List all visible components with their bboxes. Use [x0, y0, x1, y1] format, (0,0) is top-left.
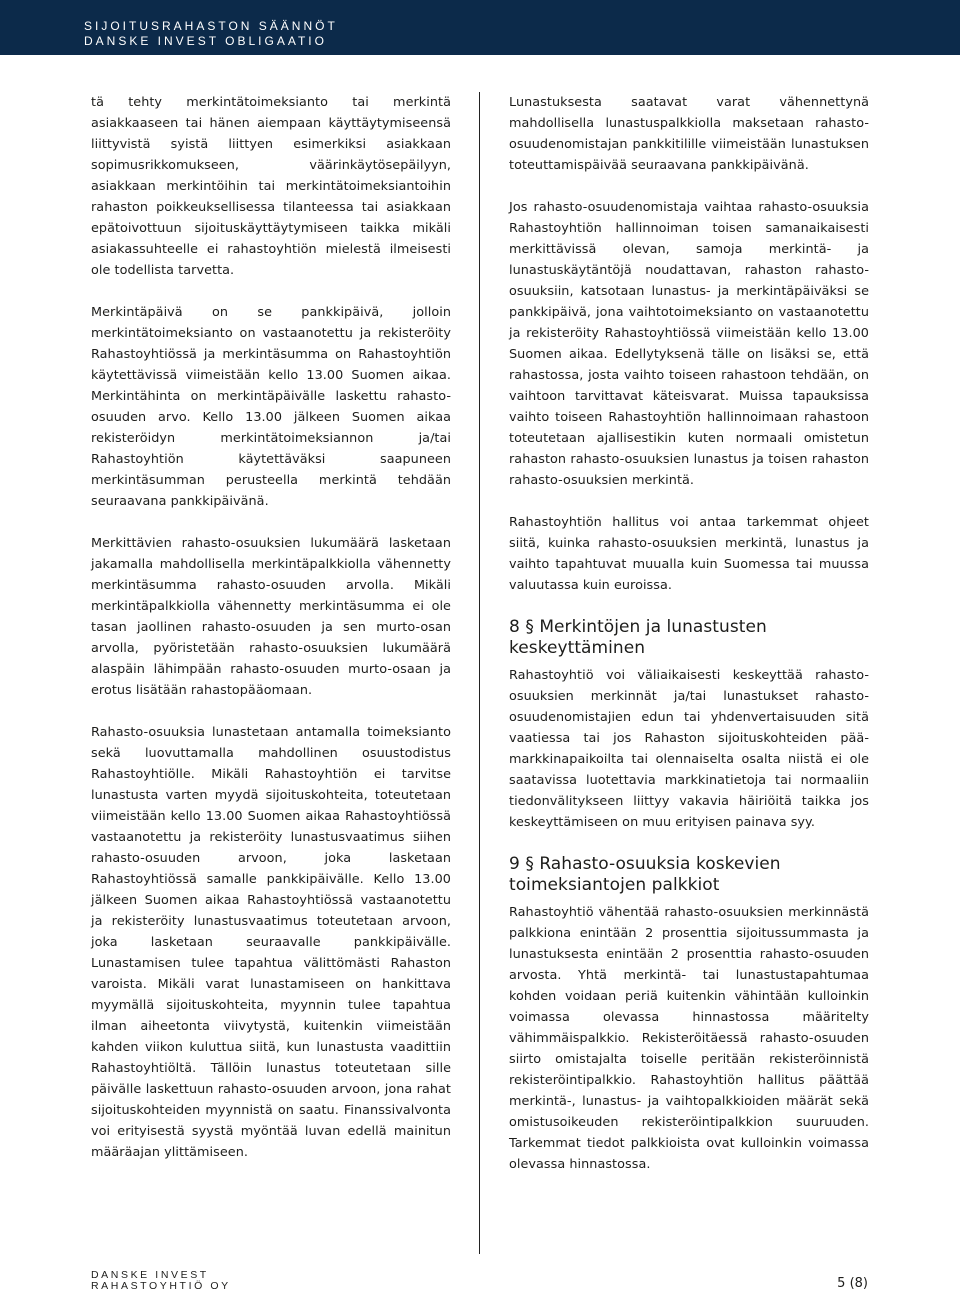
footer-company-line1: DANSKE INVEST: [91, 1269, 209, 1281]
document-title: SIJOITUSRAHASTON SÄÄNNÖT: [84, 19, 338, 33]
paragraph: Jos rahasto-osuudenomistaja vaihtaa rahasto-osuuksia Rahastoyhtiön hallinnoiman toisen samanaikaisesti merkittävissä olevan, samoja merkintä- ja lunastuskäytäntöjä noudattavan, rahaston rahasto-osuuksiin, katsotaan lunastus- ja merkintäpäiväksi se pankkipäivä, jona vaihtotoimeksianto on vastaanotettu ja rekisteröity Rahastoyhtiössä viimeistään kello 13.00 Suomen aikaa. Edellytyksenä tälle on lisäksi se, että rahastossa, josta vaihto toiseen rahastoon tehdään, on vaihtoon tarvittavat käteisvarat. Muissa tapauksissa vaihto toiseen Rahastoyhtiön hallinnoimaan rahastoon toteutetaan ajallisestikin kuten normaali omistetun rahaston rahasto-osuuksien lunastus ja toisen rahaston rahasto-osuuksien merkintä.: [509, 200, 869, 488]
paragraph: Rahastoyhtiön hallitus voi antaa tarkemmat ohjeet siitä, kuinka rahasto-osuuksien merkintä, lunastus ja vaihto tapahtuvat muualla kuin Suomessa tai muussa valuutassa kuin euroissa.: [509, 515, 869, 593]
section-9-heading: 9 § Rahasto-osuuksia koskevien toimeksiantojen palkkiot: [509, 854, 781, 895]
document-header: [0, 0, 960, 55]
footer-company: [91, 1270, 231, 1292]
paragraph: Rahasto-osuuksia lunastetaan antamalla toimeksianto sekä luovuttamalla mahdollinen osuustodistus Rahastoyhtiölle. Mikäli Rahastoyhtiön ei tarvitse lunastusta varten myydä sijoituskohteita, toteutetaan viimeistään kello 13.00 Suomen aikaa Rahastoyhtiössä vastaanotettu ja rekisteröity lunastusvaatimus siihen rahasto-osuuden arvoon, joka lasketaan Rahastoyhtiössä samalle pankkipäivälle. Kello 13.00 jälkeen Suomen aikaa Rahastoyhtiössä vastaanotettu ja rekisteröity lunastusvaatimus toteutetaan arvoon, joka lasketaan seuraavalle pankkipäivälle. Lunastamisen tulee tapahtua välittömästi Rahaston varoista. Mikäli varat lunastamiseen on hankittava myymällä sijoituskohteita, myynnin tulee tapahtua ilman aiheetonta viivytystä, kuitenkin viimeistään kahden viikon kuluttua siitä, kun lunastusta vaadittiin Rahastoyhtiöltä. Tällöin lunastus toteutetaan sille päivälle laskettuun rahasto-osuuden arvoon, jona rahat sijoituskohteiden myynnistä on saatu. Finanssivalvonta voi erityisestä syystä myöntää luvan edellä mainitun määräajan ylittämiseen.: [91, 725, 451, 1160]
paragraph: Merkittävien rahasto-osuuksien lukumäärä lasketaan jakamalla mahdollisella merkintäpalkkiolla vähennetty merkintäsumma rahasto-osuuden arvolla. Mikäli merkintäpalkkiolla vähennetty merkintäsumma ei ole tasan jaollinen rahasto-osuuden ja sen murto-osan arvolla, pyöristetään rahasto-osuuksien lukumäärä alaspäin lähimpään rahasto-osuuden murto-osaan ja erotus lisätään rahastopääomaan.: [91, 536, 451, 698]
paragraph: tä tehty merkintätoimeksianto tai merkintä asiakkaaseen tai hänen aiempaan käyttäytymiseensä liittyvistä syistä liittyen esimerkiksi asiakkaan sopimusrikkomukseen, väärinkäytösepäilyyn, asiakkaan merkintöihin tai merkintätoimeksiantoihin rahaston poikkeuksellisessa tilanteessa tai asiakkaan epätoivottuun sijoituskäyttäytymiseen taikka mikäli asiakassuhteelle ei rahastoyhtiön mielestä ilmeisesti ole todellista tarvetta.: [91, 95, 451, 278]
paragraph: Merkintäpäivä on se pankkipäivä, jolloin merkintätoimeksianto on vastaanotettu ja rekisteröity Rahastoyhtiössä ja merkintäsumma on Rahastoyhtiön käytettävissä viimeistään kello 13.00 Suomen aikaa. Merkintähinta on merkintäpäivälle laskettu rahasto-osuuden arvo. Kello 13.00 jälkeen Suomen aikaa rekisteröidyn merkintätoimeksiannon ja/tai Rahastoyhtiön käytettäväksi saapuneen merkintäsumman perusteella merkintä tehdään seuraavana pankkipäivänä.: [91, 305, 451, 509]
fund-name: DANSKE INVEST OBLIGAATIO: [84, 34, 327, 48]
section-8-text: Rahastoyhtiö voi väliaikaisesti keskeyttää rahasto-osuuksien merkinnät ja/tai lunastukset rahasto-osuudenomistajien edun tai yhdenvertaisuuden sitä vaatiessa tai jos Rahaston sijoituskohteiden pää-markkinapaikoilta tai olennaiselta osalta niistä ei ole saatavissa luotettavia markkinatietoja tai normaaliin tiedonvälitykseen liittyy vakavia häiriöitä taikka jos keskeyttämiseen on muu erityisen painava syy.: [509, 668, 869, 830]
footer-company-line2: RAHASTOYHTIÖ OY: [91, 1280, 231, 1292]
left-column: [91, 92, 451, 1184]
page-number: 5 (8): [837, 1276, 868, 1291]
paragraph: Lunastuksesta saatavat varat vähennettynä mahdollisella lunastuspalkkiolla maksetaan rahasto-osuudenomistajan pankkitilille viimeistään lunastuksen toteuttamispäivää seuraavana pankkipäivänä.: [509, 95, 869, 173]
column-divider: [479, 92, 480, 1254]
section-9-text: Rahastoyhtiö vähentää rahasto-osuuksien merkinnästä palkkiona enintään 2 prosenttia sijoitussummasta ja lunastuksesta enintään 2 prosenttia rahasto-osuuden arvosta. Yhtä merkintä- tai lunastustapahtumaa kohden voidaan periä kuitenkin vähintään kulloinkin voimassa olevassa hinnastossa määritelty vähimmäispalkkio. Rekisteröitäessä rahasto-osuuden siirto omistajalta toiselle peritään rekisteröinnistä rekisteröintipalkkio. Rahastoyhtiön hallitus päättää merkintä-, lunastus- ja vaihtopalkkioiden määrät sekä omistusoikeuden rekisteröintipalkkion suuruuden. Tarkemmat tiedot palkkioista ovat kulloinkin voimassa olevassa hinnastossa.: [509, 905, 869, 1172]
right-column: [509, 92, 869, 1196]
section-8-heading: 8 § Merkintöjen ja lunastusten keskeyttäminen: [509, 617, 767, 658]
